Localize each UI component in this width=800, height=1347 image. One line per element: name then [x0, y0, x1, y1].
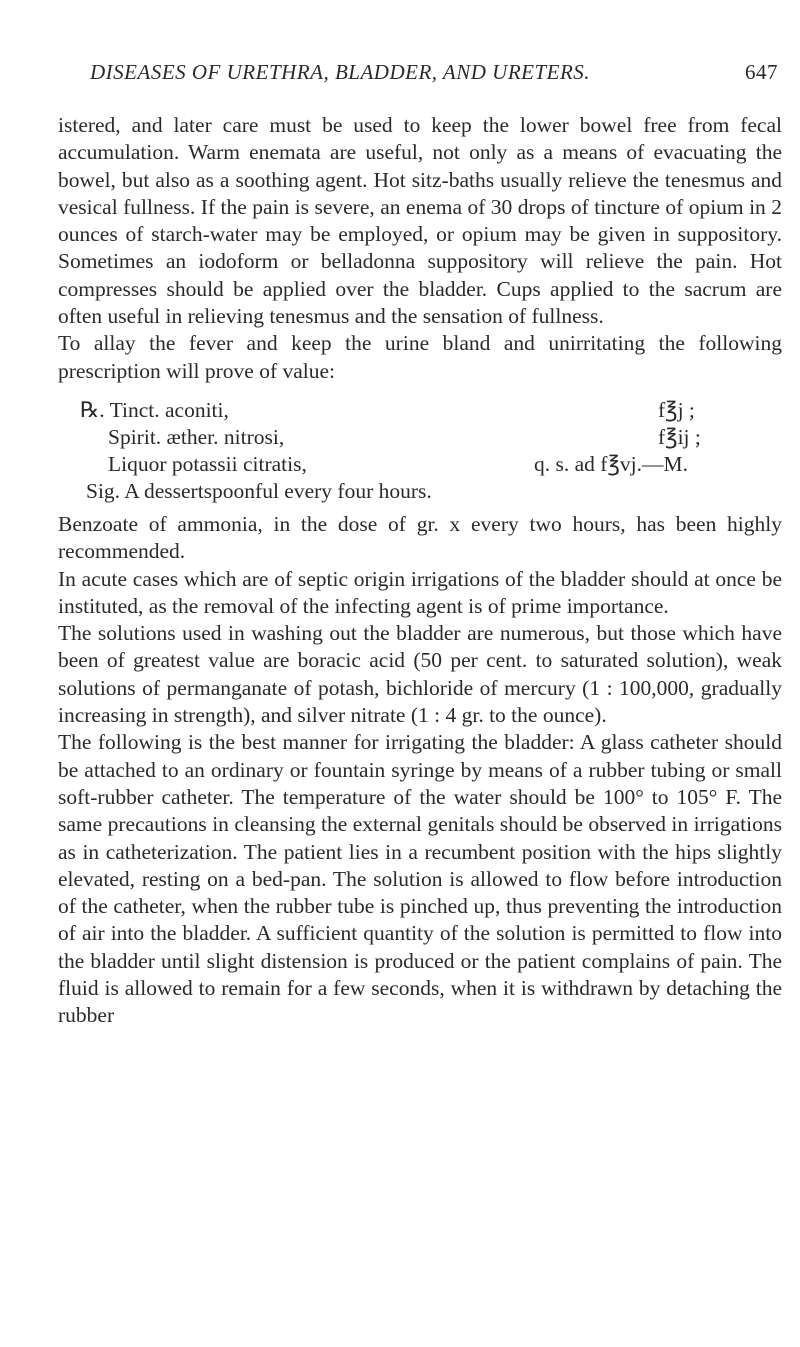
paragraph: The solutions used in washing out the bladder are numerous, but those which have been of greatest value are boracic acid (50 per cent. to saturated solution), weak solutions of permanganate of potash, bichloride of mercury (1 : 100,000, gradually increasing in strength), and silver nitrate (1 : 4 gr. to the ounce).: [58, 621, 782, 728]
paragraph: In acute cases which are of septic origin irrigations of the bladder should at once be instituted, as the removal of the infecting agent is of prime importance.: [58, 566, 782, 618]
body-text: [58, 112, 782, 1030]
prescription-item: ℞. Tinct. aconiti,: [80, 397, 229, 422]
page-number: 647: [745, 60, 778, 84]
paragraph: istered, and later care must be used to keep the lower bowel free from fecal accumulation. Warm enemata are useful, not only as a means of evacuating the bowel, but also as a soothing agent. Hot sitz-baths usually relieve the tenesmus and vesical fullness. If the pain is severe, an enema of 30 drops of tincture of opium in 2 ounces of starch-water may be employed, or opium may be given in suppository. Sometimes an iodoform or belladonna suppository will relieve the pain. Hot compresses should be applied over the bladder. Cups applied to the sacrum are often useful in relieving tenesmus and the sensation of fullness.: [58, 113, 782, 329]
prescription-item: Liquor potassii citratis,: [108, 451, 307, 476]
running-head: [58, 60, 778, 90]
prescription-line: [58, 424, 782, 451]
prescription-sig-text: Sig. A dessertspoonful every four hours.: [86, 478, 432, 503]
paragraph: To allay the fever and keep the urine bland and unirritating the following prescription will prove of value:: [58, 331, 782, 383]
running-head-title: DISEASES OF URETHRA, BLADDER, AND URETERS.: [90, 60, 591, 84]
paragraph: The following is the best manner for irrigating the bladder: A glass catheter should be attached to an ordinary or fountain syringe by means of a rubber tubing or small soft-rubber catheter. The temperature of the water should be 100° to 105° F. The same precautions in cleansing the external genitals should be observed in irrigations as in catheterization. The patient lies in a recumbent position with the hips slightly elevated, resting on a bed-pan. The solution is allowed to flow before introduction of the catheter, when the rubber tube is pinched up, thus preventing the introduction of air into the bladder. A sufficient quantity of the solution is permitted to flow into the bladder until slight distension is produced or the patient complains of pain. The fluid is allowed to remain for a few seconds, when it is withdrawn by detaching the rubber: [58, 730, 782, 1028]
prescription-amount: f℥j ;: [658, 397, 695, 422]
prescription-line: [58, 451, 782, 478]
prescription-amount: f℥ij ;: [658, 424, 701, 449]
prescription-amount: q. s. ad f℥vj.—M.: [534, 451, 688, 476]
prescription: [58, 393, 782, 503]
paragraph: Benzoate of ammonia, in the dose of gr. x every two hours, has been highly recommended.: [58, 511, 782, 564]
prescription-item: Spirit. æther. nitrosi,: [108, 424, 285, 449]
prescription-line: [58, 397, 782, 424]
prescription-sig: [58, 478, 782, 505]
